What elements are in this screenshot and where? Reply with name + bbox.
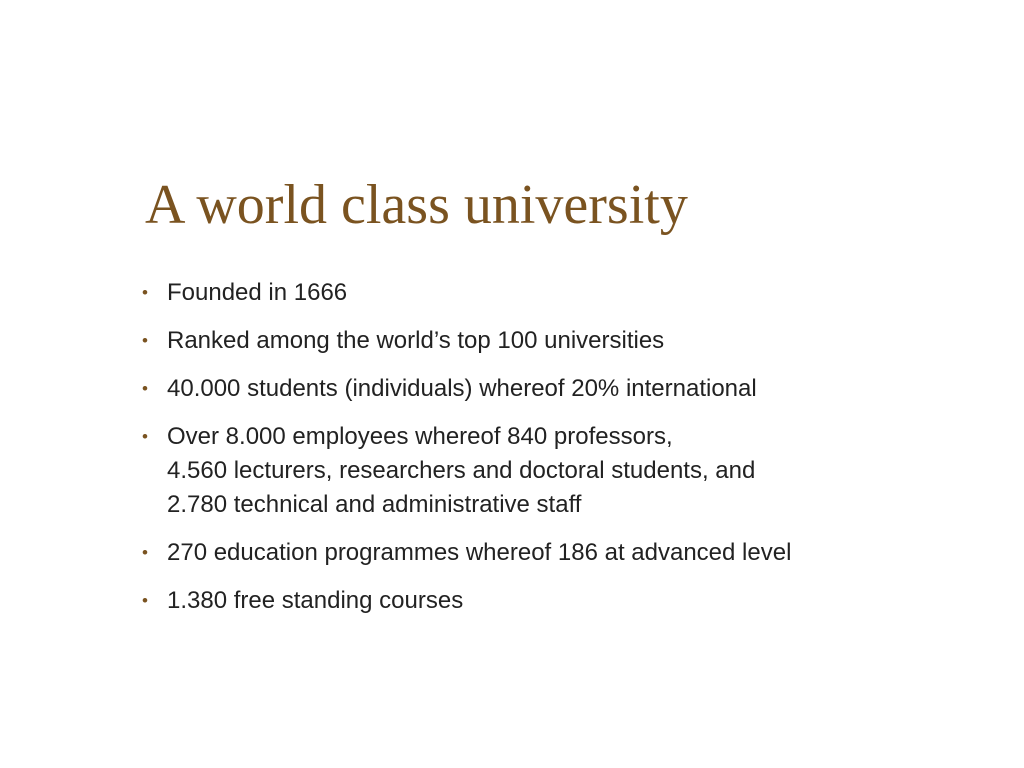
bullet-icon: •	[142, 283, 148, 302]
bullet-item-employees	[142, 420, 791, 522]
bullet-text: Founded in 1666	[167, 279, 348, 306]
bullet-item-students	[142, 372, 791, 406]
slide-title: A world class university	[145, 174, 688, 236]
bullet-text: 40.000 students (individuals) whereof 20% international	[167, 375, 757, 402]
bullet-item-ranking	[142, 324, 791, 358]
bullet-list	[142, 276, 791, 632]
bullet-text: 270 education programmes whereof 186 at advanced level	[167, 539, 792, 566]
bullet-icon: •	[142, 427, 148, 446]
bullet-icon: •	[142, 331, 148, 350]
bullet-text: Ranked among the world’s top 100 universities	[167, 327, 665, 354]
bullet-icon: •	[142, 379, 148, 398]
bullet-item-courses	[142, 584, 791, 618]
bullet-item-programmes	[142, 536, 791, 570]
bullet-icon: •	[142, 543, 148, 562]
bullet-icon: •	[142, 591, 148, 610]
bullet-text: 1.380 free standing courses	[167, 587, 464, 614]
bullet-item-founded	[142, 276, 791, 310]
bullet-text-line-1: Over 8.000 employees whereof 840 professors,	[167, 423, 673, 450]
bullet-text-line-2: 4.560 lecturers, researchers and doctoral students, and	[167, 457, 756, 484]
bullet-text-line-3: 2.780 technical and administrative staff	[167, 491, 582, 518]
